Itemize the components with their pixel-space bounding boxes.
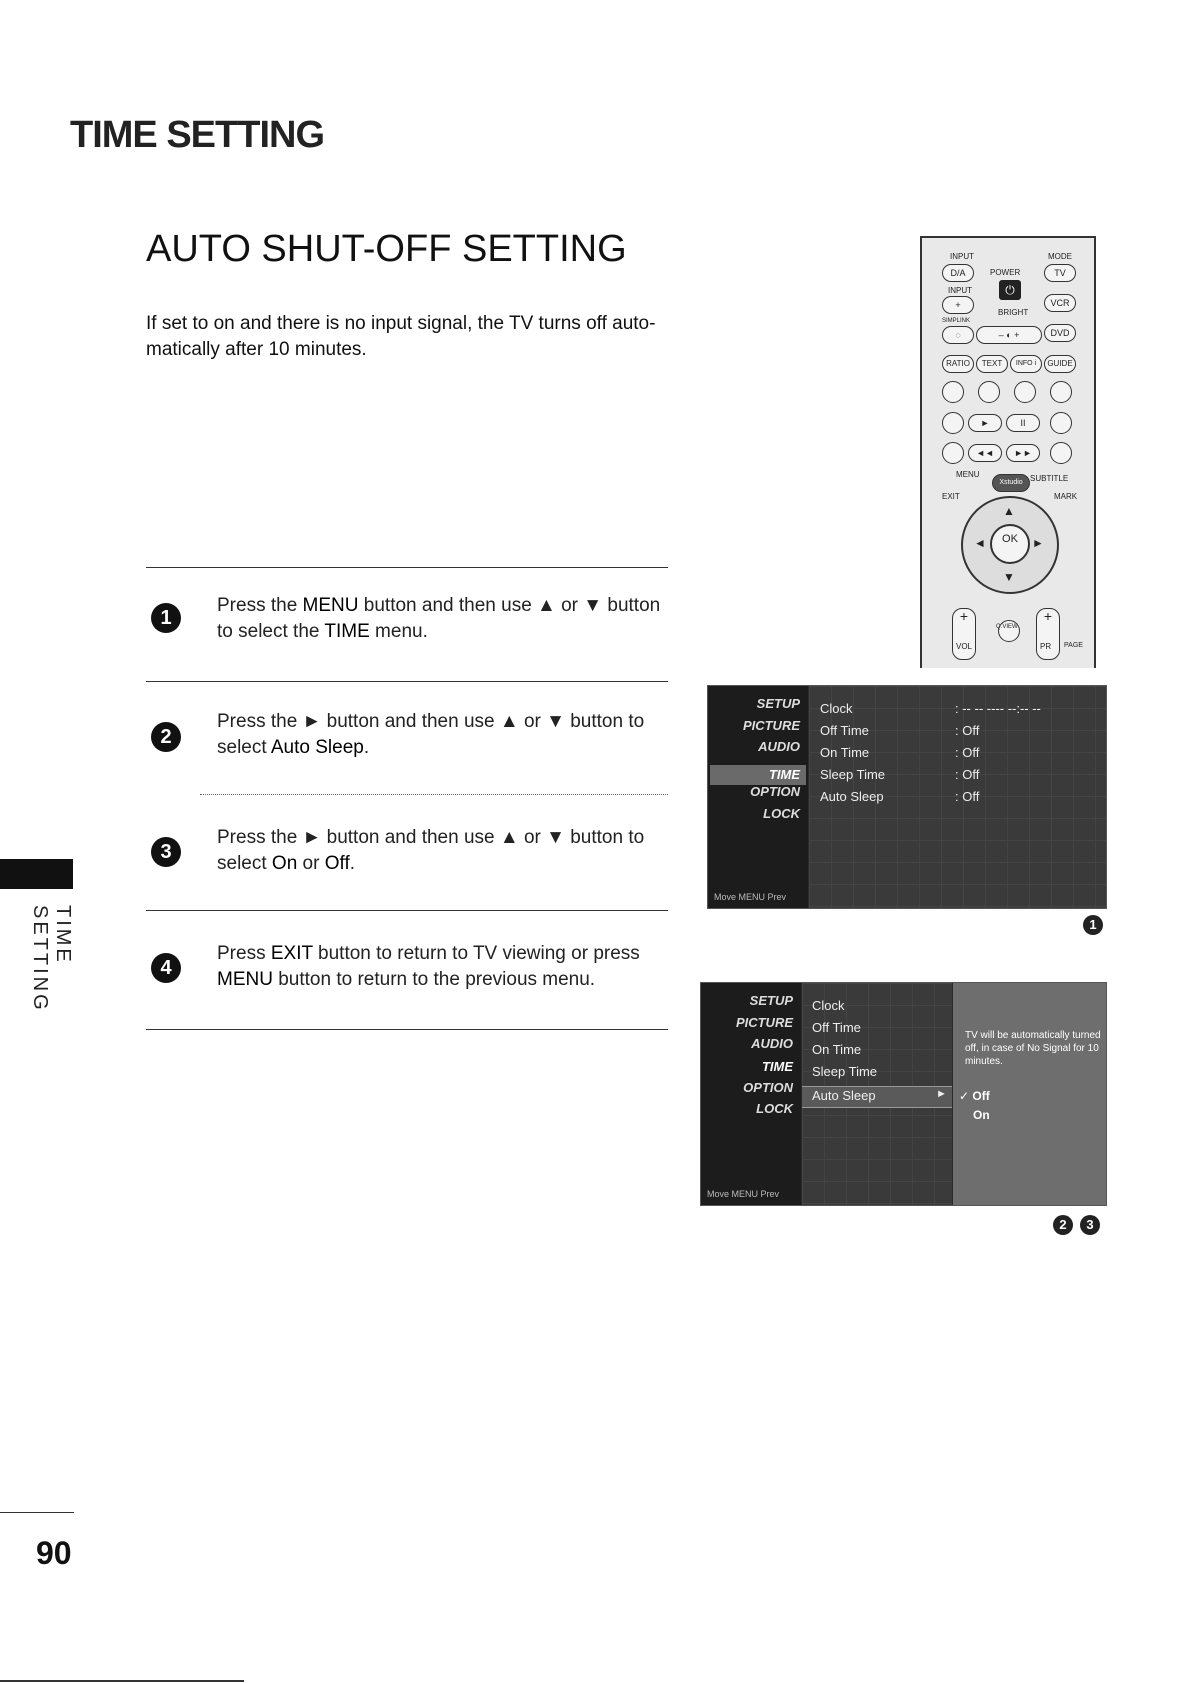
step-number-3: 3 [151, 837, 181, 867]
chapter-tab [0, 859, 73, 889]
osd-value-clock: : -- -- ---- --:-- -- [955, 701, 1041, 716]
osd-category-setup: SETUP [749, 993, 793, 1008]
osd-value-sleep-time: : Off [955, 767, 980, 782]
power-icon: ⏻ [999, 280, 1021, 300]
remote-color-button [942, 381, 964, 403]
remote-ratio-button: RATIO [942, 355, 974, 373]
arrow-down-icon: ▼ [1003, 570, 1015, 584]
rewind-icon [942, 442, 964, 464]
arrow-left-icon: ◄ [974, 536, 986, 550]
remote-dvd-button: DVD [1044, 324, 1076, 342]
osd-value-auto-sleep: : Off [955, 789, 980, 804]
bottom-rule [0, 1680, 244, 1682]
remote-label-mode: MODE [1048, 252, 1072, 261]
remote-label-exit: EXIT [942, 492, 960, 501]
step-4-text: Press EXIT button to return to TV viewing or press MENU button to return to the previous menu. [217, 943, 640, 990]
osd-category-audio: AUDIO [751, 1036, 793, 1051]
divider [200, 794, 668, 795]
osd-category-panel [708, 686, 808, 908]
step-1-text: Press the MENU button and then use ▲ or ▼ button to select the TIME menu. [217, 595, 661, 642]
stop-icon [942, 412, 964, 434]
arrow-right-icon: ► [1032, 536, 1044, 550]
osd-footer: Move MENU Prev [714, 892, 787, 902]
remote-label-power: POWER [990, 268, 1021, 277]
osd-caption-3: 3 [1080, 1215, 1100, 1235]
remote-label-menu: MENU [956, 470, 980, 479]
submenu-arrow-icon: ► [936, 1088, 947, 1100]
page-number-rule [0, 1512, 74, 1513]
osd-item-off-time: Off Time [820, 723, 869, 738]
remote-da-button: D/A [942, 264, 974, 282]
osd-item-clock: Clock [812, 998, 845, 1013]
osd-category-picture: PICTURE [735, 1015, 793, 1030]
osd-items-panel [802, 983, 952, 1205]
divider [146, 910, 668, 911]
intro-paragraph: If set to on and there is no input signal, the TV turns off auto-matically after 10 minutes. [146, 313, 656, 360]
divider [146, 1029, 668, 1030]
remote-label-qview: Q.VIEW [996, 624, 1018, 630]
osd-footer: Move MENU Prev [707, 1189, 780, 1199]
remote-simplink-button: ◌ [942, 326, 974, 344]
osd-option-on: On [973, 1108, 990, 1122]
osd-item-auto-sleep: Auto Sleep [812, 1088, 876, 1103]
arrow-up-icon: ▲ [1003, 504, 1015, 518]
page-heading: AUTO SHUT-OFF SETTING [146, 228, 627, 270]
remote-xstudio-button: Xstudio [992, 474, 1030, 492]
osd-category-picture: PICTURE [742, 718, 800, 733]
remote-label-input2: INPUT [948, 286, 972, 295]
page-number: 90 [36, 1535, 72, 1571]
osd-item-clock: Clock [820, 701, 853, 716]
osd-category-time: TIME [768, 767, 800, 782]
volume-rocker: + [952, 608, 976, 660]
remote-color-button [978, 381, 1000, 403]
chapter-side-label: TIME SETTING [29, 905, 74, 1013]
remote-label-vol: VOL [956, 642, 973, 651]
skip-icon [1050, 442, 1072, 464]
pause-icon: II [1006, 414, 1040, 432]
program-rocker: + [1036, 608, 1060, 660]
remote-label-pr: PR [1040, 642, 1052, 651]
remote-color-button [1050, 381, 1072, 403]
remote-label-page: PAGE [1064, 642, 1083, 649]
remote-label-mark: MARK [1054, 492, 1078, 501]
osd-item-off-time: Off Time [812, 1020, 861, 1035]
osd-auto-sleep-message: TV will be automatically turned off, in case of No Signal for 10 minutes. [965, 1030, 1101, 1067]
osd-auto-sleep-menu [700, 982, 1107, 1206]
osd-items-panel [809, 686, 1106, 908]
remote-label-input: INPUT [950, 252, 974, 261]
osd-category-lock: LOCK [756, 1101, 793, 1116]
osd-item-on-time: On Time [820, 745, 870, 760]
osd-item-sleep-time: Sleep Time [812, 1064, 878, 1079]
step-number-1: 1 [151, 603, 181, 633]
osd-item-sleep-time: Sleep Time [820, 767, 886, 782]
osd-value-on-time: : Off [955, 745, 980, 760]
ok-button: OK [990, 524, 1030, 564]
osd-category-setup: SETUP [756, 696, 800, 711]
rewind-icon: ◄◄ [968, 444, 1002, 462]
osd-option-off: ✓ Off [959, 1089, 990, 1103]
osd-item-auto-sleep: Auto Sleep [820, 789, 884, 804]
record-icon [1050, 412, 1072, 434]
remote-control-illustration [920, 236, 1096, 668]
remote-label-bright: BRIGHT [998, 308, 1029, 317]
osd-category-panel [701, 983, 801, 1205]
osd-category-time: TIME [761, 1059, 793, 1074]
step-2-text: Press the ► button and then use ▲ or ▼ button to select Auto Sleep. [217, 711, 645, 758]
osd-caption-1: 1 [1083, 915, 1103, 935]
remote-color-button [1014, 381, 1036, 403]
osd-value-off-time: : Off [955, 723, 980, 738]
section-title: TIME SETTING [70, 114, 324, 156]
osd-item-on-time: On Time [812, 1042, 862, 1057]
remote-guide-button: GUIDE [1044, 355, 1076, 373]
play-icon: ► [968, 414, 1002, 432]
osd-option-panel [953, 983, 1106, 1205]
divider [146, 567, 668, 568]
remote-label-subtitle: SUBTITLE [1030, 474, 1069, 483]
remote-vcr-button: VCR [1044, 294, 1076, 312]
osd-category-lock: LOCK [763, 806, 800, 821]
remote-info-button: INFO i [1010, 355, 1042, 373]
step-number-4: 4 [151, 953, 181, 983]
step-3-text: Press the ► button and then use ▲ or ▼ button to select On or Off. [217, 827, 645, 874]
osd-caption-2: 2 [1053, 1215, 1073, 1235]
step-number-2: 2 [151, 722, 181, 752]
remote-input-button: + [942, 296, 974, 314]
osd-category-option: OPTION [750, 784, 800, 799]
fast-forward-icon: ►► [1006, 444, 1040, 462]
remote-tv-button: TV [1044, 264, 1076, 282]
remote-text-button: TEXT [976, 355, 1008, 373]
remote-label-simplink: SIMPLINK [942, 318, 971, 324]
osd-category-option: OPTION [743, 1080, 793, 1095]
osd-category-audio: AUDIO [758, 739, 800, 754]
remote-bright-button: – ◐ + [976, 326, 1042, 344]
divider [146, 681, 668, 682]
osd-time-menu [707, 685, 1107, 909]
